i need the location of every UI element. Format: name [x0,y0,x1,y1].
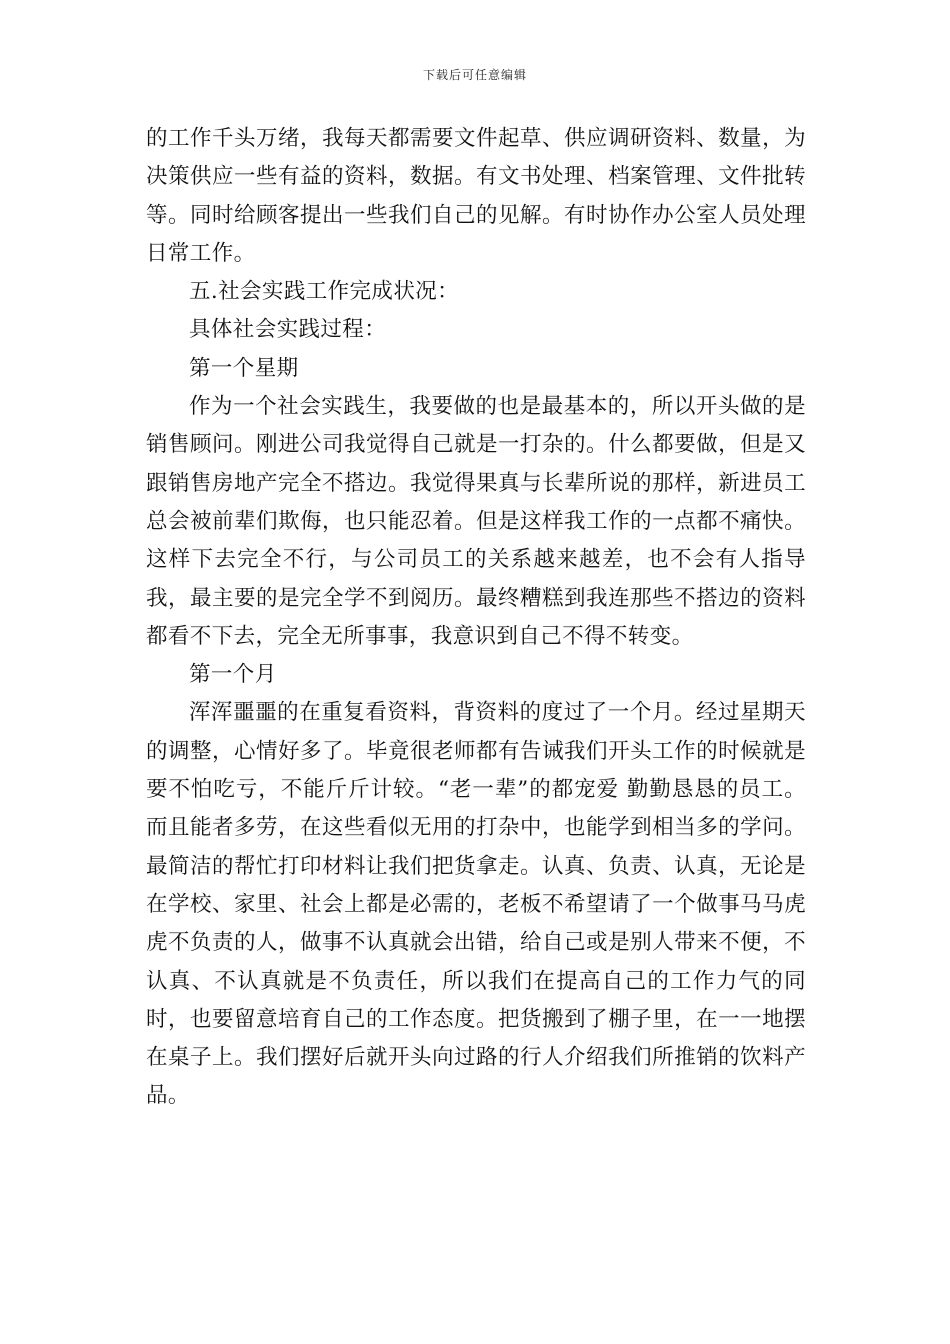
page-header: 下载后可任意编辑 [422,68,527,82]
subheading-first-week: 第一个星期 [189,355,299,381]
paragraph-first-week: 作为一个社会实践生，我要做的也是最基本的，所以开头做的是销售顾问。刚进公司我觉得自己就是一打杂的。什么都要做，但是又跟销售房地产完全不搭边。我觉得果真与长辈所说的那样，新进员工总会被前辈们欺侮，也只能忍着。但是这样我工作的一点都不痛快。这样下去完全不行，与公司员工的关系越来越差，也不会有人指导我，最主要的是完全学不到阅历。最终糟糕到我连那些不搭边的资料都看不下去，完全无所事事，我意识到自己不得不转变。 [146,394,806,649]
section-heading-social-practice: 五.社会实践工作完成状况： [189,279,460,305]
paragraph-first-month: 浑浑噩噩的在重复看资料，背资料的度过了一个月。经过星期天的调整，心情好多了。毕竟很老师都有告诫我们开头工作的时候就是要不怕吃亏，不能斤斤计较。“老一辈”的都宠爱 勤勤恳恳的员工。而且能者多劳，在这些看似无用的打杂中，也能学到相当多的学问。最简洁的帮忙打印材料让我们把货拿走。认真、负责、认真，无论是在学校、家里、社会上都是必需的，老板不希望请了一个做事马马虎虎不负责的人，做事不认真就会出错，给自己或是别人带来不便，不认真、不认真就是不负责任，所以我们在提高自己的工作力气的同时，也要留意培育自己的工作态度。把货搬到了棚子里，在一一地摆在桌子上。我们摆好后就开头向过路的行人介绍我们所推销的饮料产品。 [146,700,806,1109]
paragraph-continuation: 的工作千头万绪，我每天都需要文件起草、供应调研资料、数量，为决策供应一些有益的资料，数据。有文书处理、档案管理、文件批转等。同时给顾客提出一些我们自己的见解。有时协作办公室人员处理日常工作。 [146,126,806,266]
subheading-practice-process: 具体社会实践过程： [189,317,387,343]
subheading-first-month: 第一个月 [189,662,277,688]
document-body [146,120,806,1116]
